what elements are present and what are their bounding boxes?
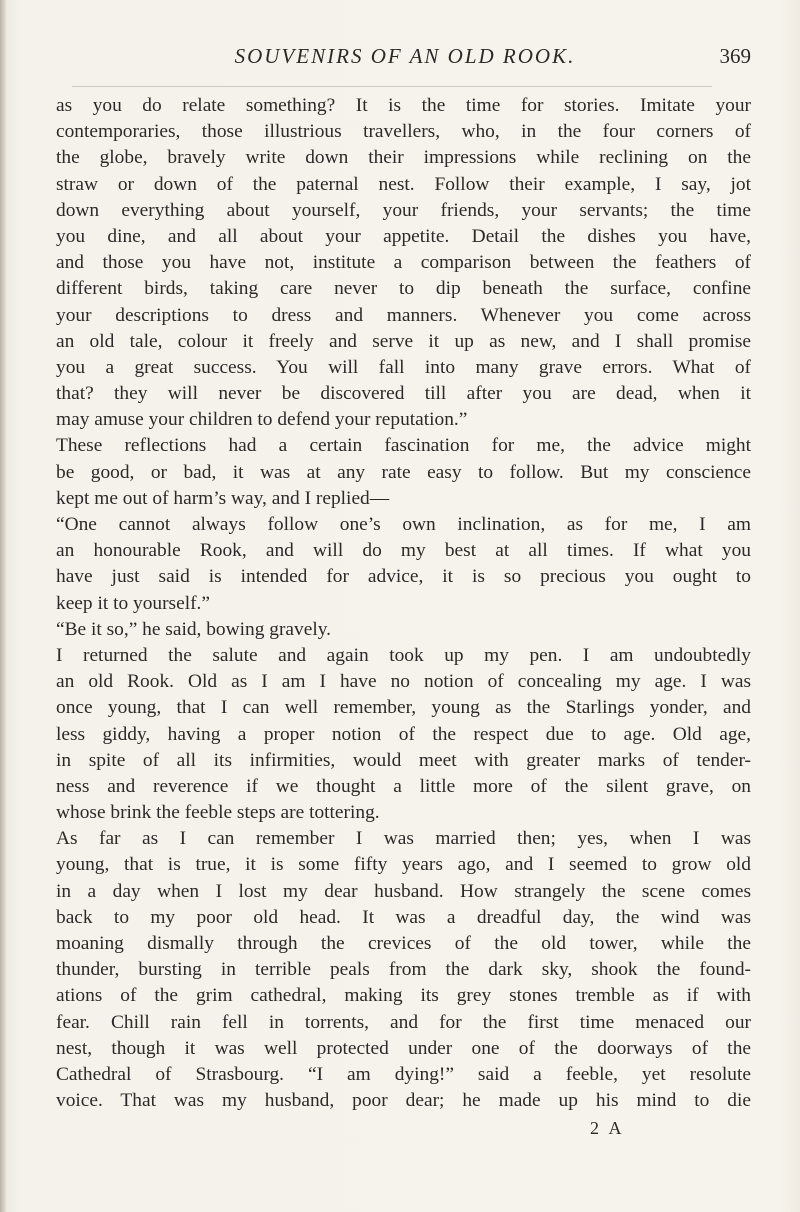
signature-mark: 2 A	[590, 1118, 625, 1138]
text-line: you dine, and all about your appetite. Detail the dishes you have,	[56, 225, 751, 247]
text-line: moaning dismally through the crevices of the old tower, while the	[56, 933, 751, 954]
text-line: nest, though it was well protected under one of the doorways of the	[56, 1037, 751, 1059]
text-line: These reflections had a certain fascination for me, the advice might	[56, 435, 751, 457]
text-line: Cathedral of Strasbourg. “I am dying!” said a feeble, yet resolute	[56, 1063, 751, 1085]
text-line: young, that is true, it is some fifty years ago, and I seemed to grow old	[56, 854, 751, 876]
text-line: “One cannot always follow one’s own inclination, as for me, I am	[56, 514, 751, 535]
text-line: an old tale, colour it freely and serve it up as new, and I shall promise	[56, 330, 751, 352]
text-line: less giddy, having a proper notion of the respect due to age. Old age,	[56, 723, 751, 745]
text-line: voice. That was my husband, poor dear; he made up his mind to die	[56, 1090, 751, 1112]
text-line: have just said is intended for advice, it is so precious you ought to	[56, 566, 751, 588]
header-rule	[72, 86, 712, 87]
text-line: whose brink the feeble steps are tottering.	[56, 802, 380, 824]
text-line: in a day when I lost my dear husband. How strangely the scene comes	[56, 880, 751, 902]
text-line: straw or down of the paternal nest. Follow their example, I say, jot	[56, 173, 751, 195]
text-line: I returned the salute and again took up my pen. I am undoubtedly	[56, 644, 751, 666]
text-line: “Be it so,” he said, bowing gravely.	[56, 618, 331, 640]
running-head-title: SOUVENIRS OF AN OLD ROOK.	[234, 44, 576, 68]
text-line: kept me out of harm’s way, and I replied—	[56, 487, 390, 509]
text-line: be good, or bad, it was at any rate easy to follow. But my conscience	[56, 461, 751, 483]
text-line: down everything about yourself, your friends, your servants; the time	[56, 199, 751, 221]
text-line: that? they will never be discovered till after you are dead, when it	[56, 383, 751, 405]
text-line: fear. Chill rain fell in torrents, and for the first time menaced our	[56, 1011, 751, 1033]
running-head	[55, 44, 755, 78]
text-line: may amuse your children to defend your reputation.”	[56, 409, 468, 431]
text-line: an old Rook. Old as I am I have no notion of concealing my age. I was	[56, 671, 751, 693]
text-line: ness and reverence if we thought a little more of the silent grave, on	[56, 775, 751, 797]
text-line: different birds, taking care never to dip beneath the surface, confine	[56, 278, 751, 300]
text-line: you a great success. You will fall into many grave errors. What of	[56, 356, 751, 378]
text-line: the globe, bravely write down their impressions while reclining on the	[56, 147, 751, 169]
text-line: your descriptions to dress and manners. Whenever you come across	[56, 304, 751, 326]
text-line: back to my poor old head. It was a dreadful day, the wind was	[56, 906, 751, 928]
page-number: 369	[719, 44, 751, 68]
body-text	[56, 93, 751, 1114]
page-binding-edge	[0, 0, 6, 1212]
text-line: and those you have not, institute a comparison between the feathers of	[56, 252, 751, 274]
text-line: an honourable Rook, and will do my best at all times. If what you	[56, 540, 751, 562]
text-line: in spite of all its infirmities, would meet with greater marks of tender-	[56, 749, 751, 771]
text-line: once young, that I can well remember, young as the Starlings yonder, and	[56, 697, 751, 719]
text-line: As far as I can remember I was married then; yes, when I was	[56, 828, 751, 850]
text-line: contemporaries, those illustrious travellers, who, in the four corners of	[56, 121, 751, 143]
text-line: ations of the grim cathedral, making its grey stones tremble as if with	[56, 985, 751, 1007]
text-line: keep it to yourself.”	[56, 592, 210, 614]
text-line: thunder, bursting in terrible peals from the dark sky, shook the found-	[56, 959, 751, 981]
text-line: as you do relate something? It is the time for stories. Imitate your	[56, 95, 751, 116]
